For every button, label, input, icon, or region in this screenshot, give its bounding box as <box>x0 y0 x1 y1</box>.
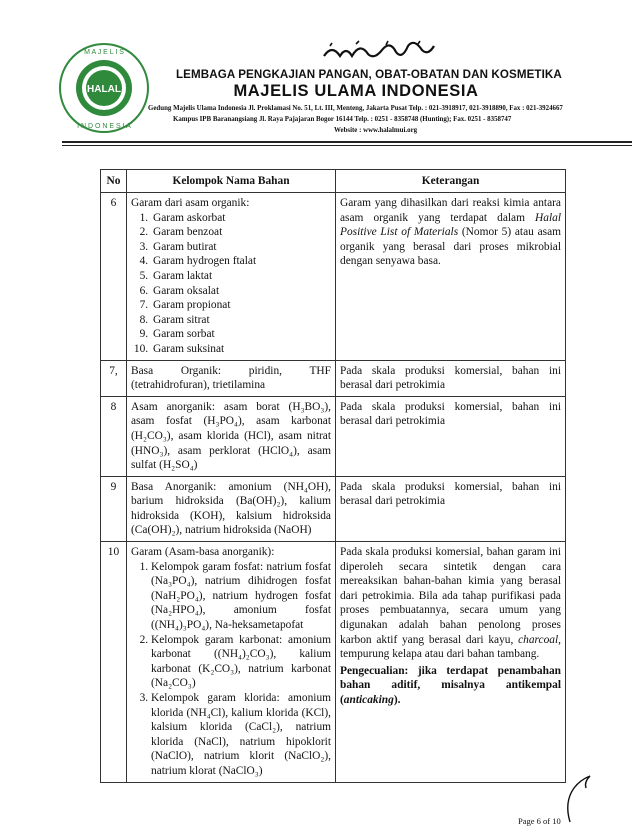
row-note: Pada skala produksi komersial, bahan ini berasal dari petrokimia <box>336 360 566 396</box>
exception-text: jika terdapat penambahan bahan aditif, misalnya antikempal ( <box>340 664 561 706</box>
row-note <box>336 542 566 783</box>
page-number: Page 6 of 10 <box>518 816 561 826</box>
list-item: 1. Garam askorbat <box>151 211 331 226</box>
material-list <box>131 560 331 779</box>
row-number: 6 <box>101 193 127 361</box>
list-item: 1. Kelompok garam fosfat: natrium fosfat (Na₃PO₄), natrium dihidrogen fosfat (NaH₂PO₄), natrium hydrogen fosfat (Na₂HPO₄), amonium fosfat ((NH₄)₃PO₄), Na-heksametapofat <box>151 560 331 633</box>
materials-table <box>100 169 566 783</box>
material-list <box>131 211 331 357</box>
note-paragraph <box>340 545 561 662</box>
table-row-7 <box>101 360 566 396</box>
svg-text:M A J E L I S: M A J E L I S <box>84 49 124 56</box>
institution-name: LEMBAGA PENGKAJIAN PANGAN, OBAT-OBATAN DAN KOSMETIKA <box>176 68 562 81</box>
row-title: Garam dari asam organik: <box>131 197 250 209</box>
row-materials <box>127 193 336 361</box>
address-jakarta: Gedung Majelis Ulama Indonesia Jl. Proklamasi No. 51, Lt. III, Menteng, Jakarta Pusat Telp. : 021-3918917, 021-3918890, Fax : 021-3924667 <box>148 105 563 112</box>
row-number: 7, <box>101 360 127 396</box>
list-item: 10. Garam suksinat <box>151 342 331 357</box>
row-number: 10 <box>101 542 127 783</box>
table-header-row <box>101 170 566 193</box>
col-note-header: Keterangan <box>336 170 566 193</box>
exception-paragraph <box>340 664 561 708</box>
list-item: 9. Garam sorbat <box>151 327 331 342</box>
list-item: 5. Garam laktat <box>151 269 331 284</box>
exception-label: Pengecualian: <box>340 664 409 677</box>
svg-text:HALAL: HALAL <box>87 84 121 95</box>
note-text: (Nomor 5) atau asam organik yang berasal dari proses mikrobial dengan senyawa basa. <box>340 226 561 268</box>
table-row-9 <box>101 476 566 541</box>
list-item: 4. Garam hydrogen ftalat <box>151 254 331 269</box>
row-note: Pada skala produksi komersial, bahan ini berasal dari petrokimia <box>336 476 566 541</box>
row-number: 9 <box>101 476 127 541</box>
list-item: 2. Garam benzoat <box>151 225 331 240</box>
table-row-6 <box>101 193 566 361</box>
col-group-header: Kelompok Nama Bahan <box>127 170 336 193</box>
note-italic: Halal Positive List of Materials <box>340 211 561 239</box>
table-row-10 <box>101 542 566 783</box>
list-item: 7. Garam propionat <box>151 298 331 313</box>
row-materials <box>127 542 336 783</box>
row-title: Garam (Asam-basa anorganik): <box>131 546 275 559</box>
list-item: 8. Garam sitrat <box>151 313 331 328</box>
row-note: Pada skala produksi komersial, bahan ini berasal dari petrokimia <box>336 396 566 476</box>
header-rule-thin <box>62 145 632 146</box>
row-note <box>336 193 566 361</box>
row-materials: Basa Anorganik: amonium (NH₄OH), barium hidroksida (Ba(OH)₂), kalium hidroksida (KOH), kalsium hidroksida (Ca(OH)₂), natrium hidroksida (NaOH) <box>127 476 336 541</box>
exception-end: ). <box>393 694 401 706</box>
row-materials: Basa Organik: piridin, THF (tetrahidrofuran), trietilamina <box>127 360 336 396</box>
note-text: Garam yang dihasilkan dari reaksi kimia antara asam organik yang terdapat dalam <box>340 197 561 224</box>
list-item: 3. Kelompok garam klorida: amonium klorida (NH₄Cl), kalium klorida (KCl), kalsium klorida (CaCl₂), natrium klorida (NaCl), natrium hipoklorit (NaClO), natrium klorit (NaClO₂), natrium klorat (NaClO₃) <box>151 691 331 779</box>
website: Website : www.halalmui.org <box>334 127 418 134</box>
list-item: 6. Garam oksalat <box>151 284 331 299</box>
list-item: 2. Kelompok garam karbonat: amonium karbonat ((NH₄)₂CO₃), kalium karbonat (K₂CO₃), natrium karbonat (Na₂CO₃) <box>151 633 331 691</box>
exception-italic: anticaking <box>343 694 394 706</box>
svg-text:I N D O N E S I A: I N D O N E S I A <box>77 123 131 130</box>
col-no-header: No <box>101 170 127 193</box>
row-materials: Asam anorganik: asam borat (H₃BO₃), asam fosfat (H₃PO₄), asam karbonat (H₂CO₃), asam klorida (HCl), asam nitrat (HNO₃), asam perklorat (HClO₄), asam sulfat (H₂SO₄) <box>127 396 336 476</box>
address-bogor: Kampus IPB Baranangsiang Jl. Raya Pajajaran Bogor 16144 Telp. : 0251 - 8358748 (Hunting); Fax. 0251 - 8358747 <box>173 116 512 123</box>
arabic-title-calligraphy <box>320 40 440 62</box>
header-rule-thick <box>62 141 632 143</box>
note-text: Pada skala produksi komersial, bahan garam ini diperoleh secara sintetik dengan cara mereaksikan bahan-bahan kimia yang berasal dari petrokimia. Bila ada tahap purifikasi pada proses pembuatannya, secara umum yang digunakan adalah bahan penolong proses karbon aktif yang berasal dari kayu, <box>340 546 561 646</box>
note-text: , tempurung kelapa atau dari bahan tambang. <box>340 633 561 661</box>
row-number: 8 <box>101 396 127 476</box>
table-row-8 <box>101 396 566 476</box>
note-italic: charcoal <box>518 633 559 646</box>
list-item: 3. Garam butirat <box>151 240 331 255</box>
organization-name: MAJELIS ULAMA INDONESIA <box>233 82 479 100</box>
